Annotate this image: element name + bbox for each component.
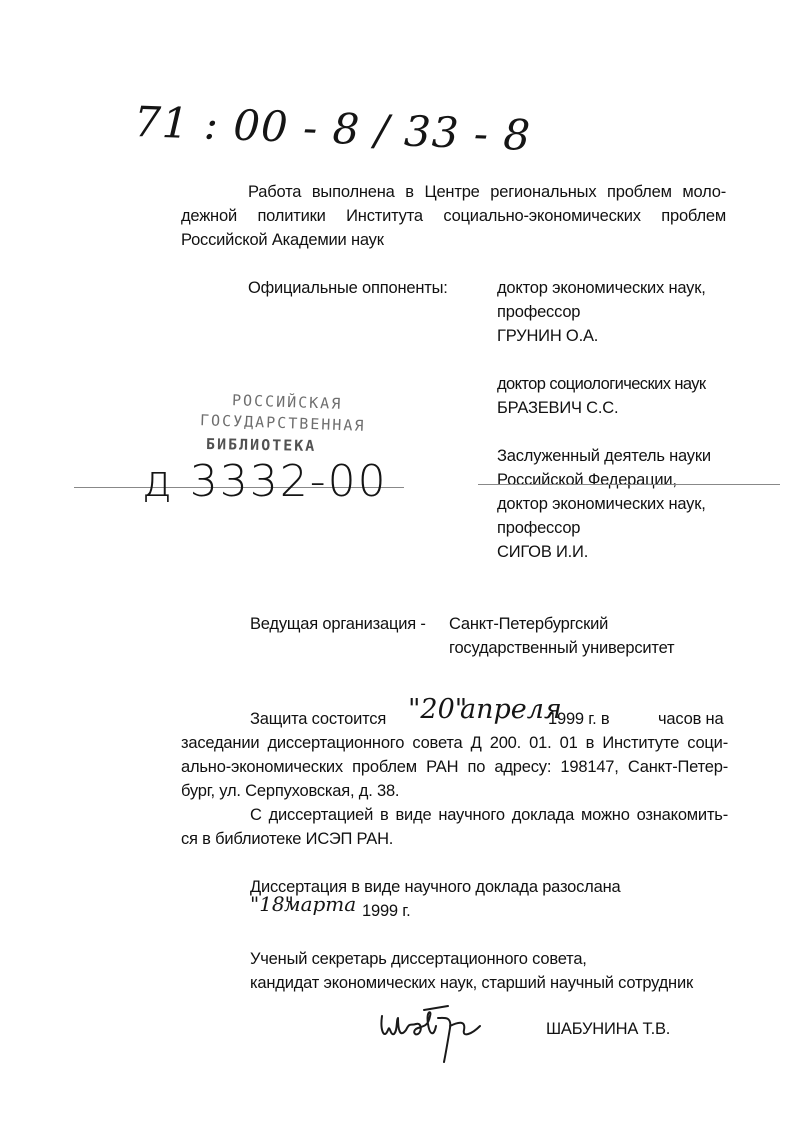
defense-line-5: С диссертацией в виде научного доклада можно ознакомить- <box>250 806 728 824</box>
defense-line-6: ся в библиотеке ИСЭП РАН. <box>181 830 394 848</box>
opponent-3-country: Российской Федерации, <box>497 471 677 489</box>
intro-line-3: Российской Академии наук <box>181 231 384 249</box>
defense-month: апреля <box>460 694 562 725</box>
opponent-2-degree: доктор социологических наук <box>497 375 706 393</box>
signature <box>376 996 506 1066</box>
opponent-2-name: БРАЗЕВИЧ С.С. <box>497 399 619 417</box>
defense-hours: часов на <box>658 710 724 728</box>
sent-day: "18" <box>250 892 294 916</box>
opponent-3-name: СИГОВ И.И. <box>497 543 589 561</box>
opponent-3-degree: доктор экономических наук, <box>497 495 706 513</box>
secretary-line-1: Ученый секретарь диссертационного совета, <box>250 950 587 968</box>
library-stamp-line-1: РОССИЙСКАЯ <box>231 391 343 413</box>
opponent-1-name: ГРУНИН О.А. <box>497 327 599 345</box>
opponent-3-title: профессор <box>497 519 581 537</box>
library-stamp-line-2: ГОСУДАРСТВЕННАЯ <box>199 411 366 435</box>
stamp-rule-right <box>478 484 780 485</box>
defense-prefix: Защита состоится <box>250 710 387 728</box>
library-number: д 3332-00 <box>142 456 388 507</box>
defense-day: "20" <box>408 694 468 725</box>
opponent-1-title: профессор <box>497 303 581 321</box>
opponent-1-degree: доктор экономических наук, <box>497 279 706 297</box>
leading-org-label: Ведущая организация - <box>250 615 426 633</box>
intro-line-2: дежной политики Института социально-экономических проблем <box>181 207 726 225</box>
leading-org-line-2: государственный университет <box>449 639 675 657</box>
defense-line-4: бург, ул. Серпуховская, д. 38. <box>181 782 400 800</box>
sent-line-1: Диссертация в виде научного доклада разослана <box>250 878 621 896</box>
secretary-line-2: кандидат экономических наук, старший научный сотрудник <box>250 974 694 992</box>
secretary-name: ШАБУНИНА Т.В. <box>546 1020 671 1038</box>
defense-line-2: заседании диссертационного совета Д 200. 01. 01 в Институте соци- <box>181 734 728 752</box>
sent-year: 1999 г. <box>362 902 411 920</box>
library-stamp-line-3: БИБЛИОТЕКА <box>205 435 317 455</box>
opponent-3-honor: Заслуженный деятель науки <box>497 447 711 465</box>
defense-year: 1999 г. в <box>548 710 610 728</box>
defense-line-3: ально-экономических проблем РАН по адресу: 198147, Санкт-Петер- <box>181 758 728 776</box>
opponents-label: Официальные оппоненты: <box>248 279 448 297</box>
sent-month: марта <box>284 892 357 916</box>
intro-line-1: Работа выполнена в Центре региональных проблем моло- <box>248 183 726 201</box>
handwritten-code: 71 : 00 - 8 / 33 - 8 <box>133 97 532 160</box>
leading-org-line-1: Санкт-Петербургский <box>449 615 609 633</box>
